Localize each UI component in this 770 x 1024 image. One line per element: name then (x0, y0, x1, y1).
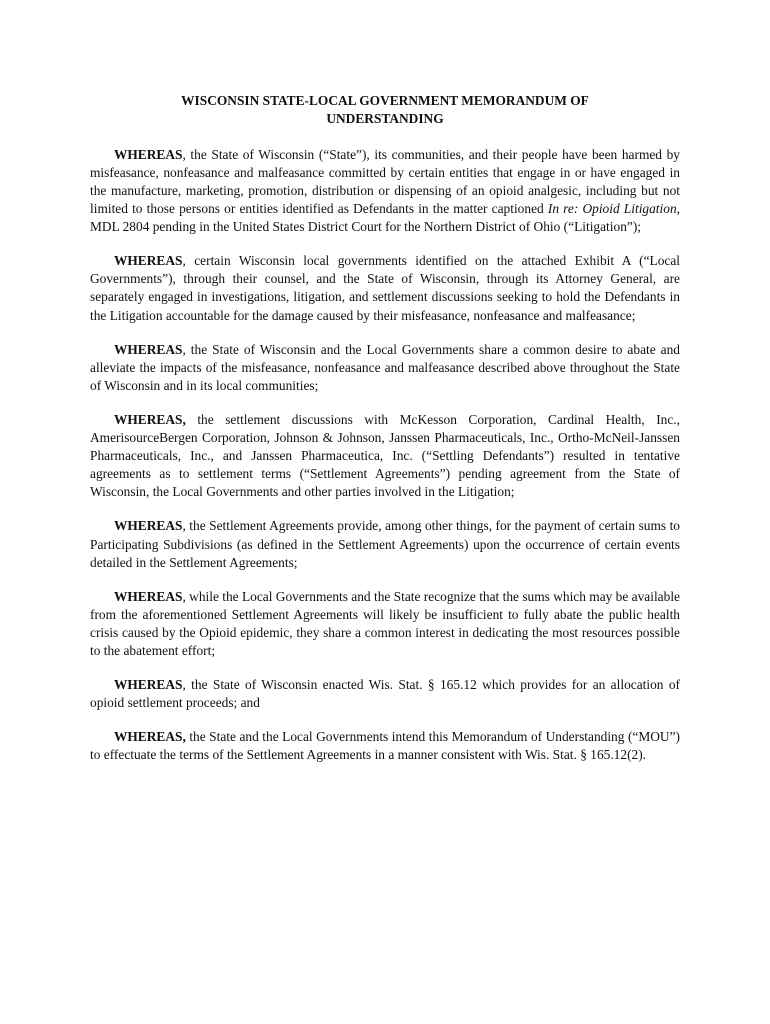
whereas-lead: WHEREAS, (114, 411, 186, 427)
whereas-lead: WHEREAS (114, 253, 183, 269)
case-caption: In re: Opioid Litigation, (547, 201, 680, 217)
paragraph-text: , while the Local Governments and the State recognize that the sums which may be available from the aforementioned Settlement Agreements will likely be insufficient to fully abate the public health crisis caused by the Opioid epidemic, they share a common interest in dedicating the most resources possible to the abatement effort; (90, 588, 680, 658)
whereas-paragraph-8 (90, 728, 680, 764)
paragraph-text: the State and the Local Governments intend this Memorandum of Understanding (“MOU”) to effectuate the terms of the Settlement Agreements in a manner consistent with Wis. Stat. § 165.12(2). (90, 729, 680, 763)
whereas-lead: WHEREAS, (114, 729, 186, 745)
whereas-lead: WHEREAS (114, 588, 183, 604)
whereas-paragraph-3 (90, 341, 680, 395)
whereas-lead: WHEREAS (114, 518, 183, 534)
whereas-paragraph-4 (90, 411, 680, 501)
whereas-paragraph-2 (90, 252, 680, 324)
document-page (90, 92, 680, 780)
title-line-2: UNDERSTANDING (326, 111, 444, 127)
whereas-lead: WHEREAS (114, 341, 183, 357)
whereas-paragraph-1 (90, 146, 680, 236)
paragraph-text: MDL 2804 pending in the United States District Court for the Northern District of Ohio (“Litigation”); (90, 219, 642, 235)
whereas-paragraph-5 (90, 517, 680, 571)
paragraph-text: , the State of Wisconsin (“State”), its communities, and their people have been harmed by misfeasance, nonfeasance and malfeasance committed by certain entities that engage in or have engaged in the manufacture, marketing, promotion, distribution or dispensing of an opioid analgesic, including but not limited to those persons or entities identified as Defendants in the matter captioned (90, 146, 680, 217)
paragraph-text: , the State of Wisconsin and the Local Governments share a common desire to abate and alleviate the impacts of the misfeasance, nonfeasance and malfeasance described above throughout the State of Wisconsin and in its local communities; (90, 341, 680, 393)
paragraph-text: , certain Wisconsin local governments identified on the attached Exhibit A (“Local Governments”), through their counsel, and the State of Wisconsin, through its Attorney General, are separately engaged in investigations, litigation, and settlement discussions seeking to hold the Defendants in the Litigation accountable for the damage caused by their misfeasance, nonfeasance and malfeasance; (90, 253, 680, 323)
paragraph-text: , the Settlement Agreements provide, among other things, for the payment of certain sums to Participating Subdivisions (as defined in the Settlement Agreements) upon the occurrence of certain events detailed in the Settlement Agreements; (90, 518, 680, 570)
document-title (90, 92, 680, 129)
title-line-1: WISCONSIN STATE-LOCAL GOVERNMENT MEMORANDUM OF (181, 93, 589, 108)
whereas-lead: WHEREAS (114, 146, 183, 162)
whereas-lead: WHEREAS (114, 677, 183, 693)
whereas-paragraph-6 (90, 588, 680, 660)
paragraph-text: the settlement discussions with McKesson Corporation, Cardinal Health, Inc., AmerisourceBergen Corporation, Johnson & Johnson, Janssen Pharmaceuticals, Inc., Ortho-McNeil-Janssen Pharmaceuticals, Inc., and Janssen Pharmaceutica, Inc. (“Settling Defendants”) resulted in tentative agreements as to settlement terms (“Settlement Agreements”) pending agreement from the State of Wisconsin, the Local Governments and other parties involved in the Litigation; (90, 411, 680, 500)
paragraph-text: , the State of Wisconsin enacted Wis. Stat. § 165.12 which provides for an allocation of opioid settlement proceeds; and (90, 677, 680, 711)
whereas-paragraph-7 (90, 676, 680, 712)
